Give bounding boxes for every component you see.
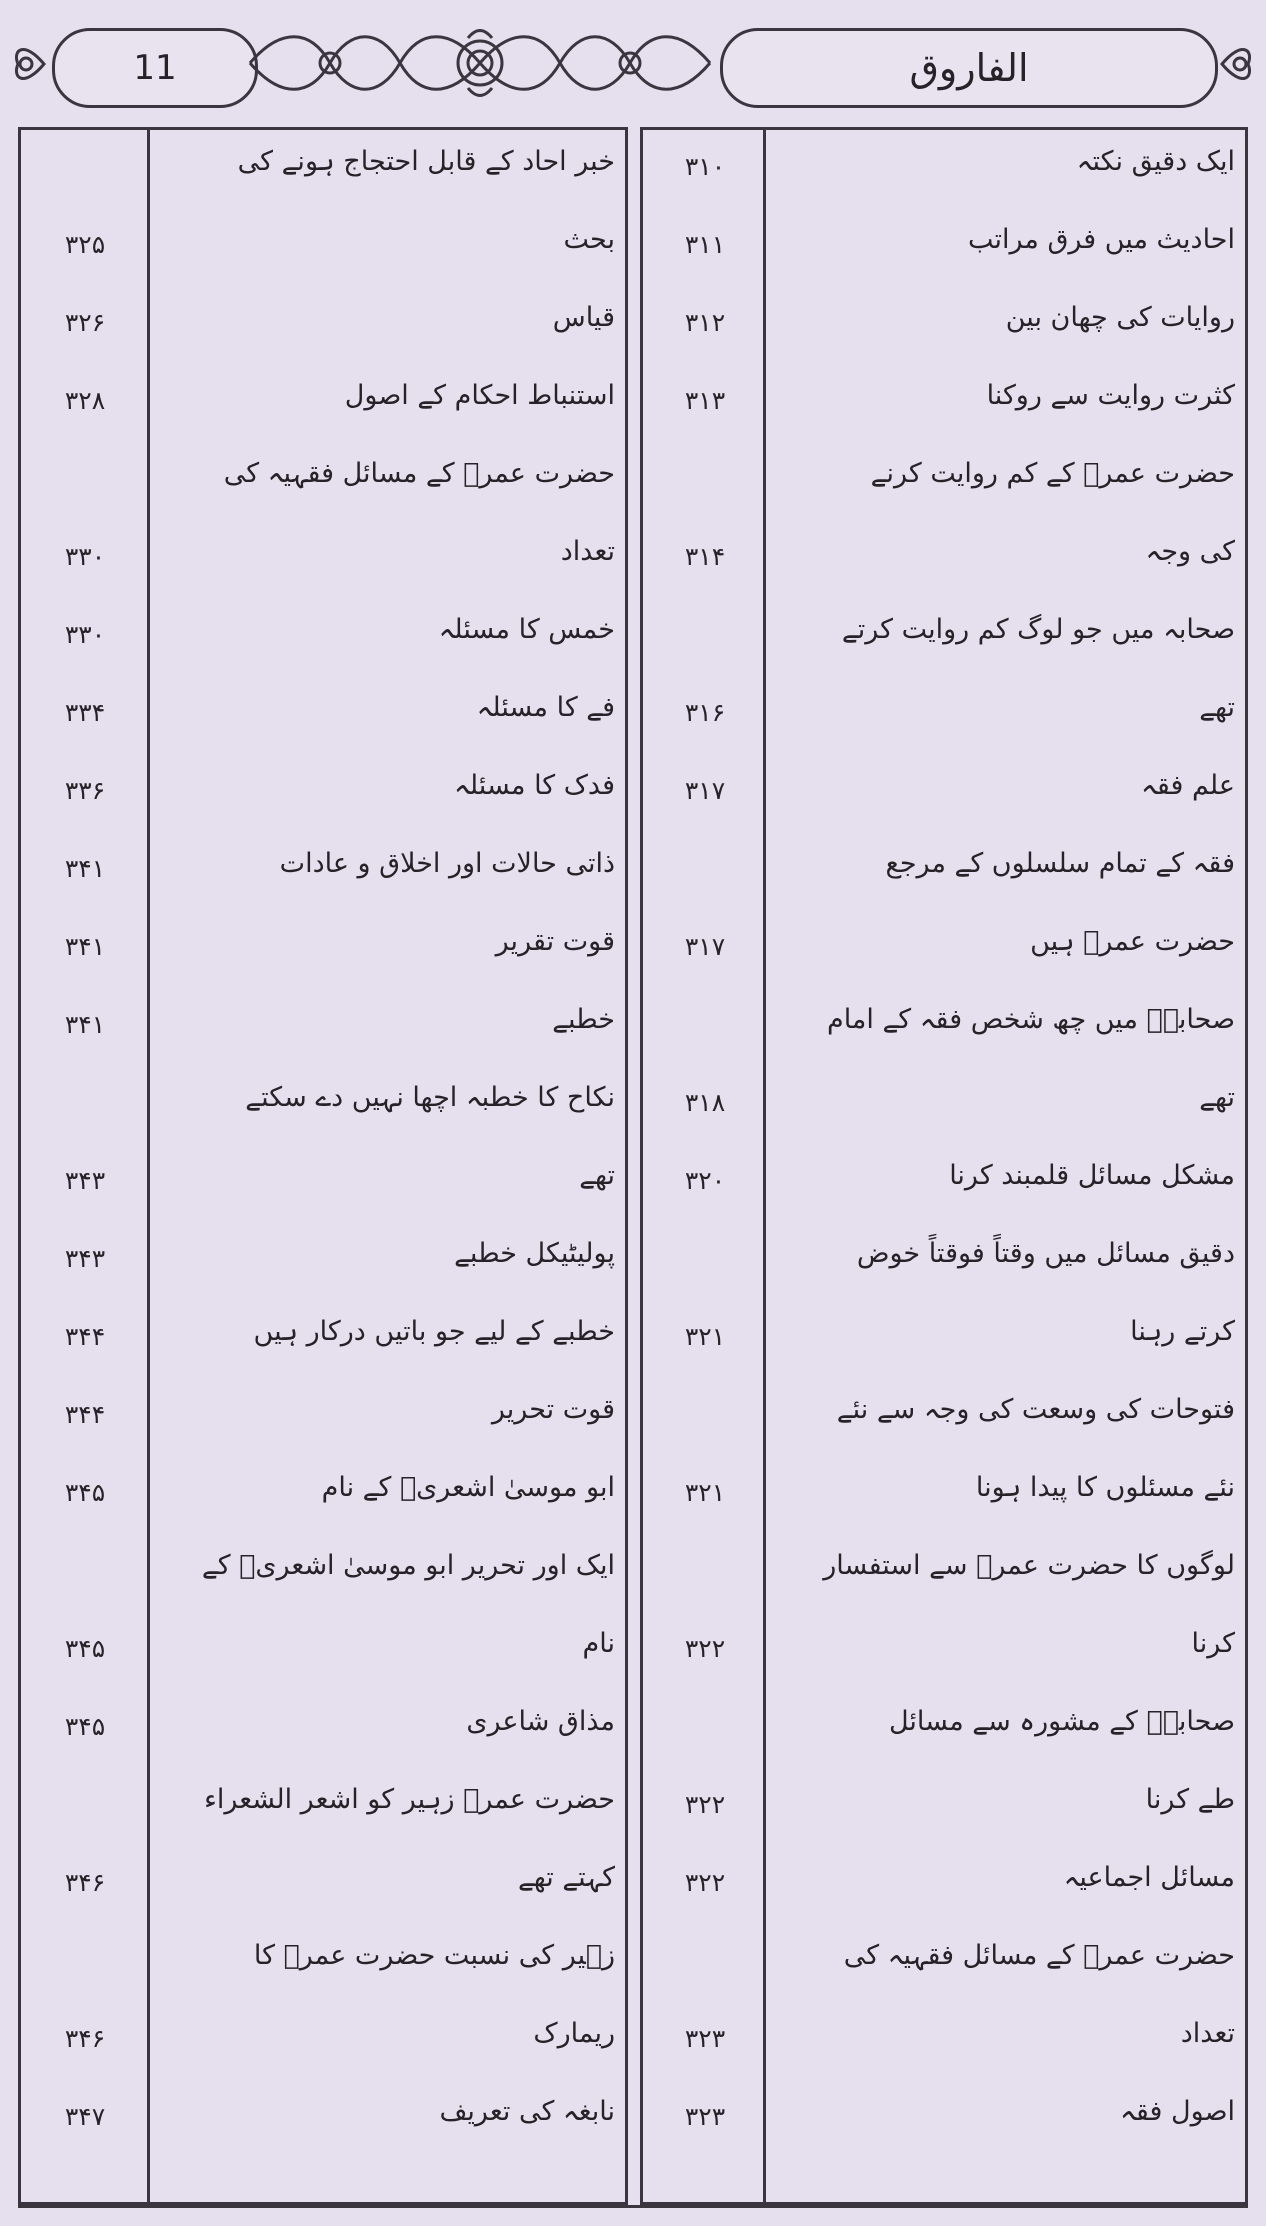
page-number: 11 (133, 48, 177, 88)
toc-entry-text: نام (582, 1628, 615, 1659)
toc-entry (21, 844, 625, 912)
toc-entry-text: حضرت عمرؓ زہیر کو اشعر الشعراء (204, 1784, 615, 1815)
toc-entry-text: کثرت روایت سے روکنا (986, 380, 1235, 411)
toc-entry (643, 1702, 1245, 1770)
toc-entry-page: ۳۱۱ (684, 230, 726, 259)
toc-entry-text: پولیٹیکل خطبے (454, 1238, 615, 1269)
toc-entry (643, 1078, 1245, 1146)
bottom-rule (18, 2205, 1248, 2208)
toc-entry-text: مسائل اجماعیہ (1063, 1862, 1235, 1893)
toc-entry-text: نئے مسئلوں کا پیدا ہونا (975, 1472, 1235, 1503)
toc-entry (643, 454, 1245, 522)
toc-entry-text: صحابہؓ کے مشورہ سے مسائل (888, 1706, 1235, 1737)
toc-entry (643, 1780, 1245, 1848)
toc-entry-text: احادیث میں فرق مراتب (967, 224, 1235, 255)
header-ornament-icon (240, 18, 720, 108)
toc-entry (21, 1936, 625, 2004)
toc-entry (21, 532, 625, 600)
toc-entry-text: ابو موسیٰ اشعریؓ کے نام (321, 1472, 615, 1503)
toc-entry-page: ۳۴۳ (64, 1244, 106, 1273)
toc-entry-text: حضرت عمرؓ ہیں (1030, 926, 1235, 957)
book-title: الفاروق (909, 46, 1029, 90)
toc-entry (21, 922, 625, 990)
toc-entry (643, 376, 1245, 444)
toc-entry-text: کرتے رہنا (1130, 1316, 1235, 1347)
toc-entry-text: تعداد (1180, 2018, 1235, 2049)
toc-entry-text: دقیق مسائل میں وقتاً فوقتاً خوض (856, 1238, 1235, 1269)
toc-entry (21, 610, 625, 678)
toc-entry-page: ۳۴۶ (64, 1868, 106, 1897)
toc-entry-text: ایک اور تحریر ابو موسیٰ اشعریؓ کے (201, 1550, 615, 1581)
toc-entry-page: ۳۳۰ (64, 620, 106, 649)
toc-entry-text: خطبے (552, 1004, 615, 1035)
toc-entry (21, 1624, 625, 1692)
toc-entry (21, 2014, 625, 2082)
toc-entry-text: خمس کا مسئلہ (438, 614, 615, 645)
toc-entry-text: تھے (1199, 1082, 1235, 1113)
toc-entry-page: ۳۱۷ (684, 932, 726, 961)
toc-entry (643, 1312, 1245, 1380)
toc-entry-page: ۳۲۳ (684, 2102, 726, 2131)
toc-entry-text: استنباط احکام کے اصول (344, 380, 615, 411)
toc-entry (21, 1780, 625, 1848)
toc-entry-page: ۳۴۱ (64, 1010, 106, 1039)
toc-entry (643, 298, 1245, 366)
toc-entry (643, 922, 1245, 990)
toc-entry-page: ۳۲۱ (684, 1478, 726, 1507)
toc-entry-page: ۳۱۳ (684, 386, 726, 415)
toc-entry-text: نکاح کا خطبہ اچھا نہیں دے سکتے (245, 1082, 615, 1113)
toc-entry (643, 532, 1245, 600)
toc-entry (21, 1000, 625, 1068)
toc-entry-text: تعداد (560, 536, 615, 567)
toc-entry-text: اصول فقہ (1120, 2096, 1235, 2127)
toc-entry (643, 1234, 1245, 1302)
toc-entry (21, 766, 625, 834)
toc-entry-text: قوت تحریر (491, 1394, 615, 1425)
toc-entry (643, 1390, 1245, 1458)
toc-entry-text: تھے (579, 1160, 615, 1191)
toc-entry-page: ۳۱۶ (684, 698, 726, 727)
toc-entry-page: ۳۱۸ (684, 1088, 726, 1117)
toc-entry-text: طے کرنا (1145, 1784, 1235, 1815)
toc-entry-page: ۳۳۴ (64, 698, 106, 727)
toc-entry-text: فقہ کے تمام سلسلوں کے مرجع (885, 848, 1235, 879)
toc-entry-page: ۳۴۷ (64, 2102, 106, 2131)
toc-entry (21, 1468, 625, 1536)
toc-entry-text: فتوحات کی وسعت کی وجہ سے نئے (836, 1394, 1235, 1425)
toc-entry (21, 298, 625, 366)
toc-entry-text: قیاس (552, 302, 615, 333)
toc-entry-text: حضرت عمرؓ کے مسائل فقہیہ کی (223, 458, 615, 489)
toc-entry-page: ۳۲۶ (64, 308, 106, 337)
toc-entry-page: ۳۱۰ (684, 152, 726, 181)
toc-entry (21, 1390, 625, 1458)
toc-entry-text: بحث (563, 224, 615, 255)
toc-entry-page: ۳۴۳ (64, 1166, 106, 1195)
toc-entry-page: ۳۲۸ (64, 386, 106, 415)
toc-entry-text: حضرت عمرؓ کے کم روایت کرنے (870, 458, 1235, 489)
toc-entry-text: لوگوں کا حضرت عمرؓ سے استفسار (823, 1550, 1235, 1581)
toc-entry-page: ۳۲۲ (684, 1634, 726, 1663)
toc-entry (21, 1078, 625, 1146)
toc-entry (643, 1624, 1245, 1692)
toc-entry-page: ۳۴۵ (64, 1478, 106, 1507)
toc-entry (643, 1156, 1245, 1224)
toc-entry-page: ۳۲۱ (684, 1322, 726, 1351)
toc-entry-page: ۳۱۴ (684, 542, 726, 571)
toc-entry-text: خبر احاد کے قابل احتجاج ہونے کی (237, 146, 615, 177)
toc-entry-page: ۳۴۶ (64, 2024, 106, 2053)
corner-ornament-icon (4, 30, 50, 98)
toc-entry-text: مشکل مسائل قلمبند کرنا (949, 1160, 1235, 1191)
toc-entry-text: صحابہؓ میں چھ شخص فقہ کے امام (826, 1004, 1235, 1035)
toc-entry (643, 142, 1245, 210)
toc-entry-page: ۳۴۵ (64, 1712, 106, 1741)
toc-entry (643, 2014, 1245, 2082)
toc-entry-page: ۳۲۲ (684, 1790, 726, 1819)
toc-entry-text: ریمارک (533, 2018, 615, 2049)
toc-entry-text: صحابہ میں جو لوگ کم روایت کرتے (841, 614, 1235, 645)
toc-entry (21, 1156, 625, 1224)
toc-entry (643, 844, 1245, 912)
toc-entry-page: ۳۳۶ (64, 776, 106, 805)
page-header (0, 0, 1266, 125)
toc-entry-text: حضرت عمرؓ کے مسائل فقہیہ کی (843, 1940, 1235, 1971)
toc-entry (21, 1546, 625, 1614)
toc-right-column (640, 127, 1248, 2205)
toc-entry-text: تھے (1199, 692, 1235, 723)
toc-entry-page: ۳۴۴ (64, 1322, 106, 1351)
toc-entry-page: ۳۴۱ (64, 932, 106, 961)
toc-entry-page: ۳۱۷ (684, 776, 726, 805)
toc-entry-page: ۳۴۴ (64, 1400, 106, 1429)
toc-entry (21, 688, 625, 756)
toc-entry (21, 1234, 625, 1302)
toc-entry-text: کی وجہ (1145, 536, 1235, 567)
toc-entry-page: ۳۳۰ (64, 542, 106, 571)
toc-entry (21, 376, 625, 444)
toc-entry-text: کرنا (1191, 1628, 1235, 1659)
toc-entry-text: علم فقہ (1141, 770, 1235, 801)
toc-entry (643, 1546, 1245, 1614)
toc-entry (643, 688, 1245, 756)
toc-entry-page: ۳۲۵ (64, 230, 106, 259)
toc-entry-text: مذاق شاعری (466, 1706, 615, 1737)
toc-entry (643, 1858, 1245, 1926)
corner-ornament-icon (1216, 30, 1262, 98)
toc-entry (21, 220, 625, 288)
toc-entry-page: ۳۲۲ (684, 1868, 726, 1897)
toc-entry (21, 454, 625, 522)
toc-entry-text: فدک کا مسئلہ (454, 770, 615, 801)
toc-entry (21, 1702, 625, 1770)
toc-entry-text: ذاتی حالات اور اخلاق و عادات (279, 848, 615, 879)
toc-entry (21, 1312, 625, 1380)
toc-entry (21, 2092, 625, 2160)
toc-entry-text: روایات کی چھان بین (1005, 302, 1235, 333)
toc-entry (21, 1858, 625, 1926)
toc-entry-page: ۳۴۱ (64, 854, 106, 883)
toc-entry-text: نابغہ کی تعریف (439, 2096, 615, 2127)
toc-entry-text: فے کا مسئلہ (476, 692, 615, 723)
toc-entry-text: زہیر کی نسبت حضرت عمرؓ کا (253, 1940, 615, 1971)
toc-entry-page: ۳۲۳ (684, 2024, 726, 2053)
toc-entry (643, 2092, 1245, 2160)
toc-entry-text: ایک دقیق نکتہ (1076, 146, 1235, 177)
toc-entry-page: ۳۴۵ (64, 1634, 106, 1663)
toc-entry (643, 1936, 1245, 2004)
toc-entry (643, 610, 1245, 678)
toc-entry (643, 220, 1245, 288)
toc-entry-text: قوت تقریر (495, 926, 615, 957)
toc-left-column (18, 127, 628, 2205)
toc-entry (643, 1468, 1245, 1536)
toc-entry (21, 142, 625, 210)
toc-entry (643, 1000, 1245, 1068)
toc-entry-page: ۳۱۲ (684, 308, 726, 337)
toc-entry-text: خطبے کے لیے جو باتیں درکار ہیں (253, 1316, 615, 1347)
toc-entry-text: کہتے تھے (517, 1862, 615, 1893)
toc-entry (643, 766, 1245, 834)
toc-entry-page: ۳۲۰ (684, 1166, 726, 1195)
